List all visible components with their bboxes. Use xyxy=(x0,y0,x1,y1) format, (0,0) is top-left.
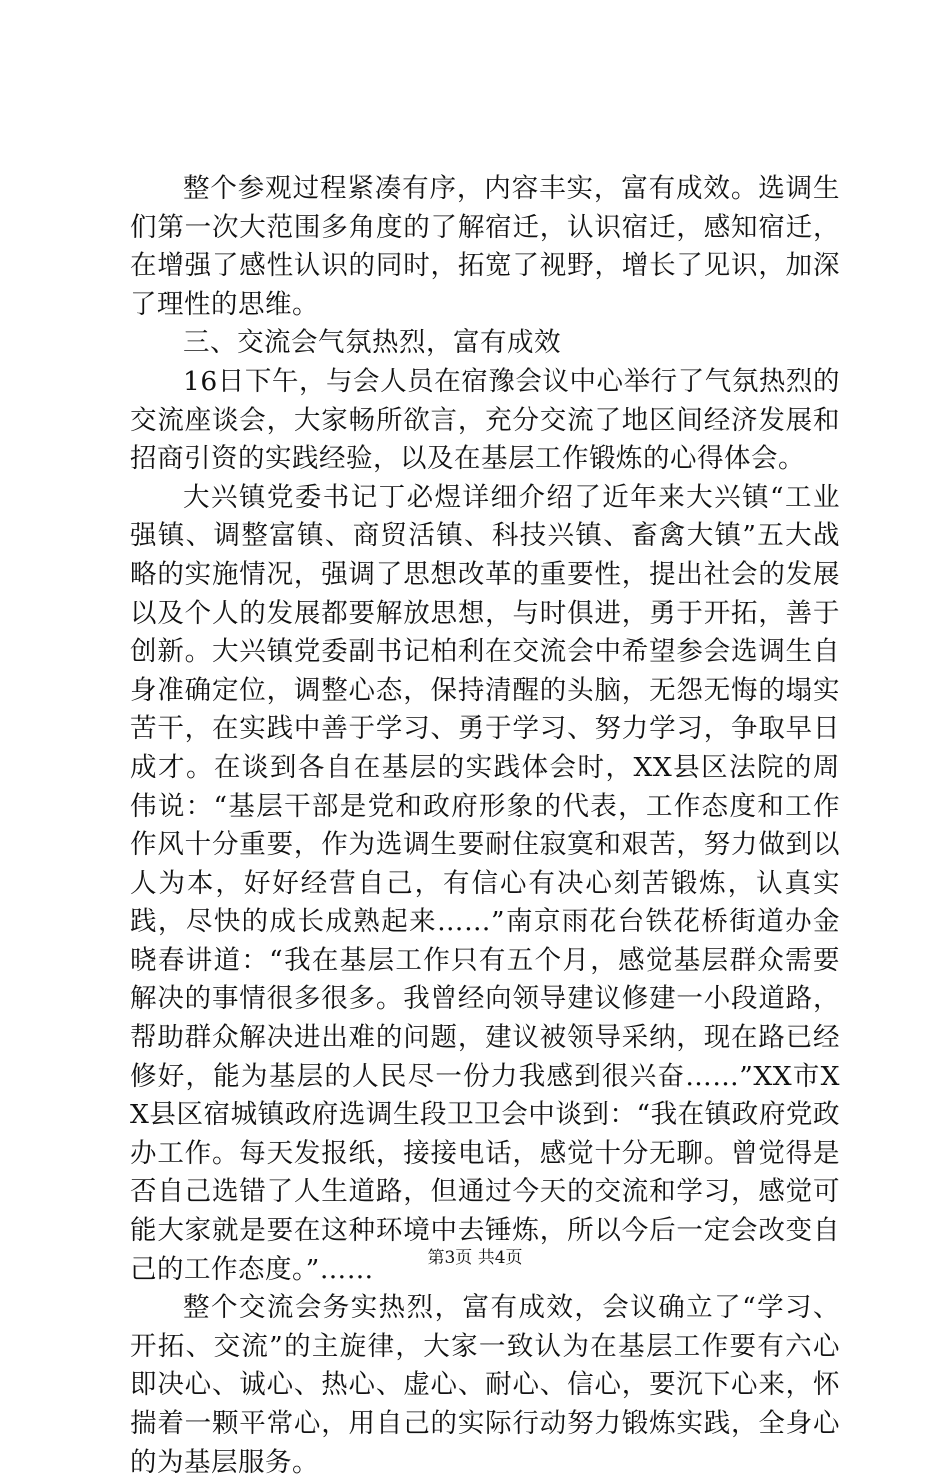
document-body xyxy=(130,170,840,1482)
section-heading-exchange-meeting: 三、交流会气氛热烈，富有成效 xyxy=(183,327,561,359)
paragraph-meeting-intro: 16日下午，与会人员在宿豫会议中心举行了气氛热烈的交流座谈会，大家畅所欲言，充分交流了地区间经济发展和招商引资的实践经验，以及在基层工作锻炼的心得体会。 xyxy=(130,365,840,475)
paragraph-meeting-conclusion: 整个交流会务实热烈，富有成效，会议确立了“学习、开拓、交流”的主旋律，大家一致认为在基层工作要有六心即决心、诚心、热心、虚心、耐心、信心，要沉下心来，怀揣着一颗平常心，用自己的实际行动努力锻炼实践，全身心的为基层服务。 xyxy=(130,1292,840,1478)
page-footer: 第3页 共4页 xyxy=(427,1248,523,1268)
paragraph-speeches: 大兴镇党委书记丁必煜详细介绍了近年来大兴镇“工业强镇、调整富镇、商贸活镇、科技兴镇、畜禽大镇”五大战略的实施情况，强调了思想改革的重要性，提出社会的发展以及个人的发展都要解放思想，与时俱进，勇于开拓，善于创新。大兴镇党委副书记柏利在交流会中希望参会选调生自身准确定位，调整心态，保持清醒的头脑，无怨无悔的塌实苦干，在实践中善于学习、勇于学习、努力学习，争取早日成才。在谈到各自在基层的实践体会时，XX县区法院的周伟说：“基层干部是党和政府形象的代表，工作态度和工作作风十分重要，作为选调生要耐住寂寞和艰苦，努力做到以人为本，好好经营自己，有信心有决心刻苦锻炼，认真实践，尽快的成长成熟起来……”南京雨花台铁花桥街道办金晓春讲道：“我在基层工作只有五个月，感觉基层群众需要解决的事情很多很多。我曾经向领导建议修建一小段道路，帮助群众解决进出难的问题，建议被领导采纳，现在路已经修好，能为基层的人民尽一份力我感到很兴奋……”XX市XX县区宿城镇政府选调生段卫卫会中谈到：“我在镇政府党政办工作。每天发报纸，接接电话，感觉十分无聊。曾觉得是否自己选错了人生道路，但通过今天的交流和学习，感觉可能大家就是要在这种环境中去锤炼，所以今后一定会改变自己的工作态度。”…… xyxy=(130,481,840,1285)
paragraph-visit-summary: 整个参观过程紧凑有序，内容丰实，富有成效。选调生们第一次大范围多角度的了解宿迁，认识宿迁，感知宿迁，在增强了感性认识的同时，拓宽了视野，增长了见识，加深了理性的思维。 xyxy=(130,173,840,320)
